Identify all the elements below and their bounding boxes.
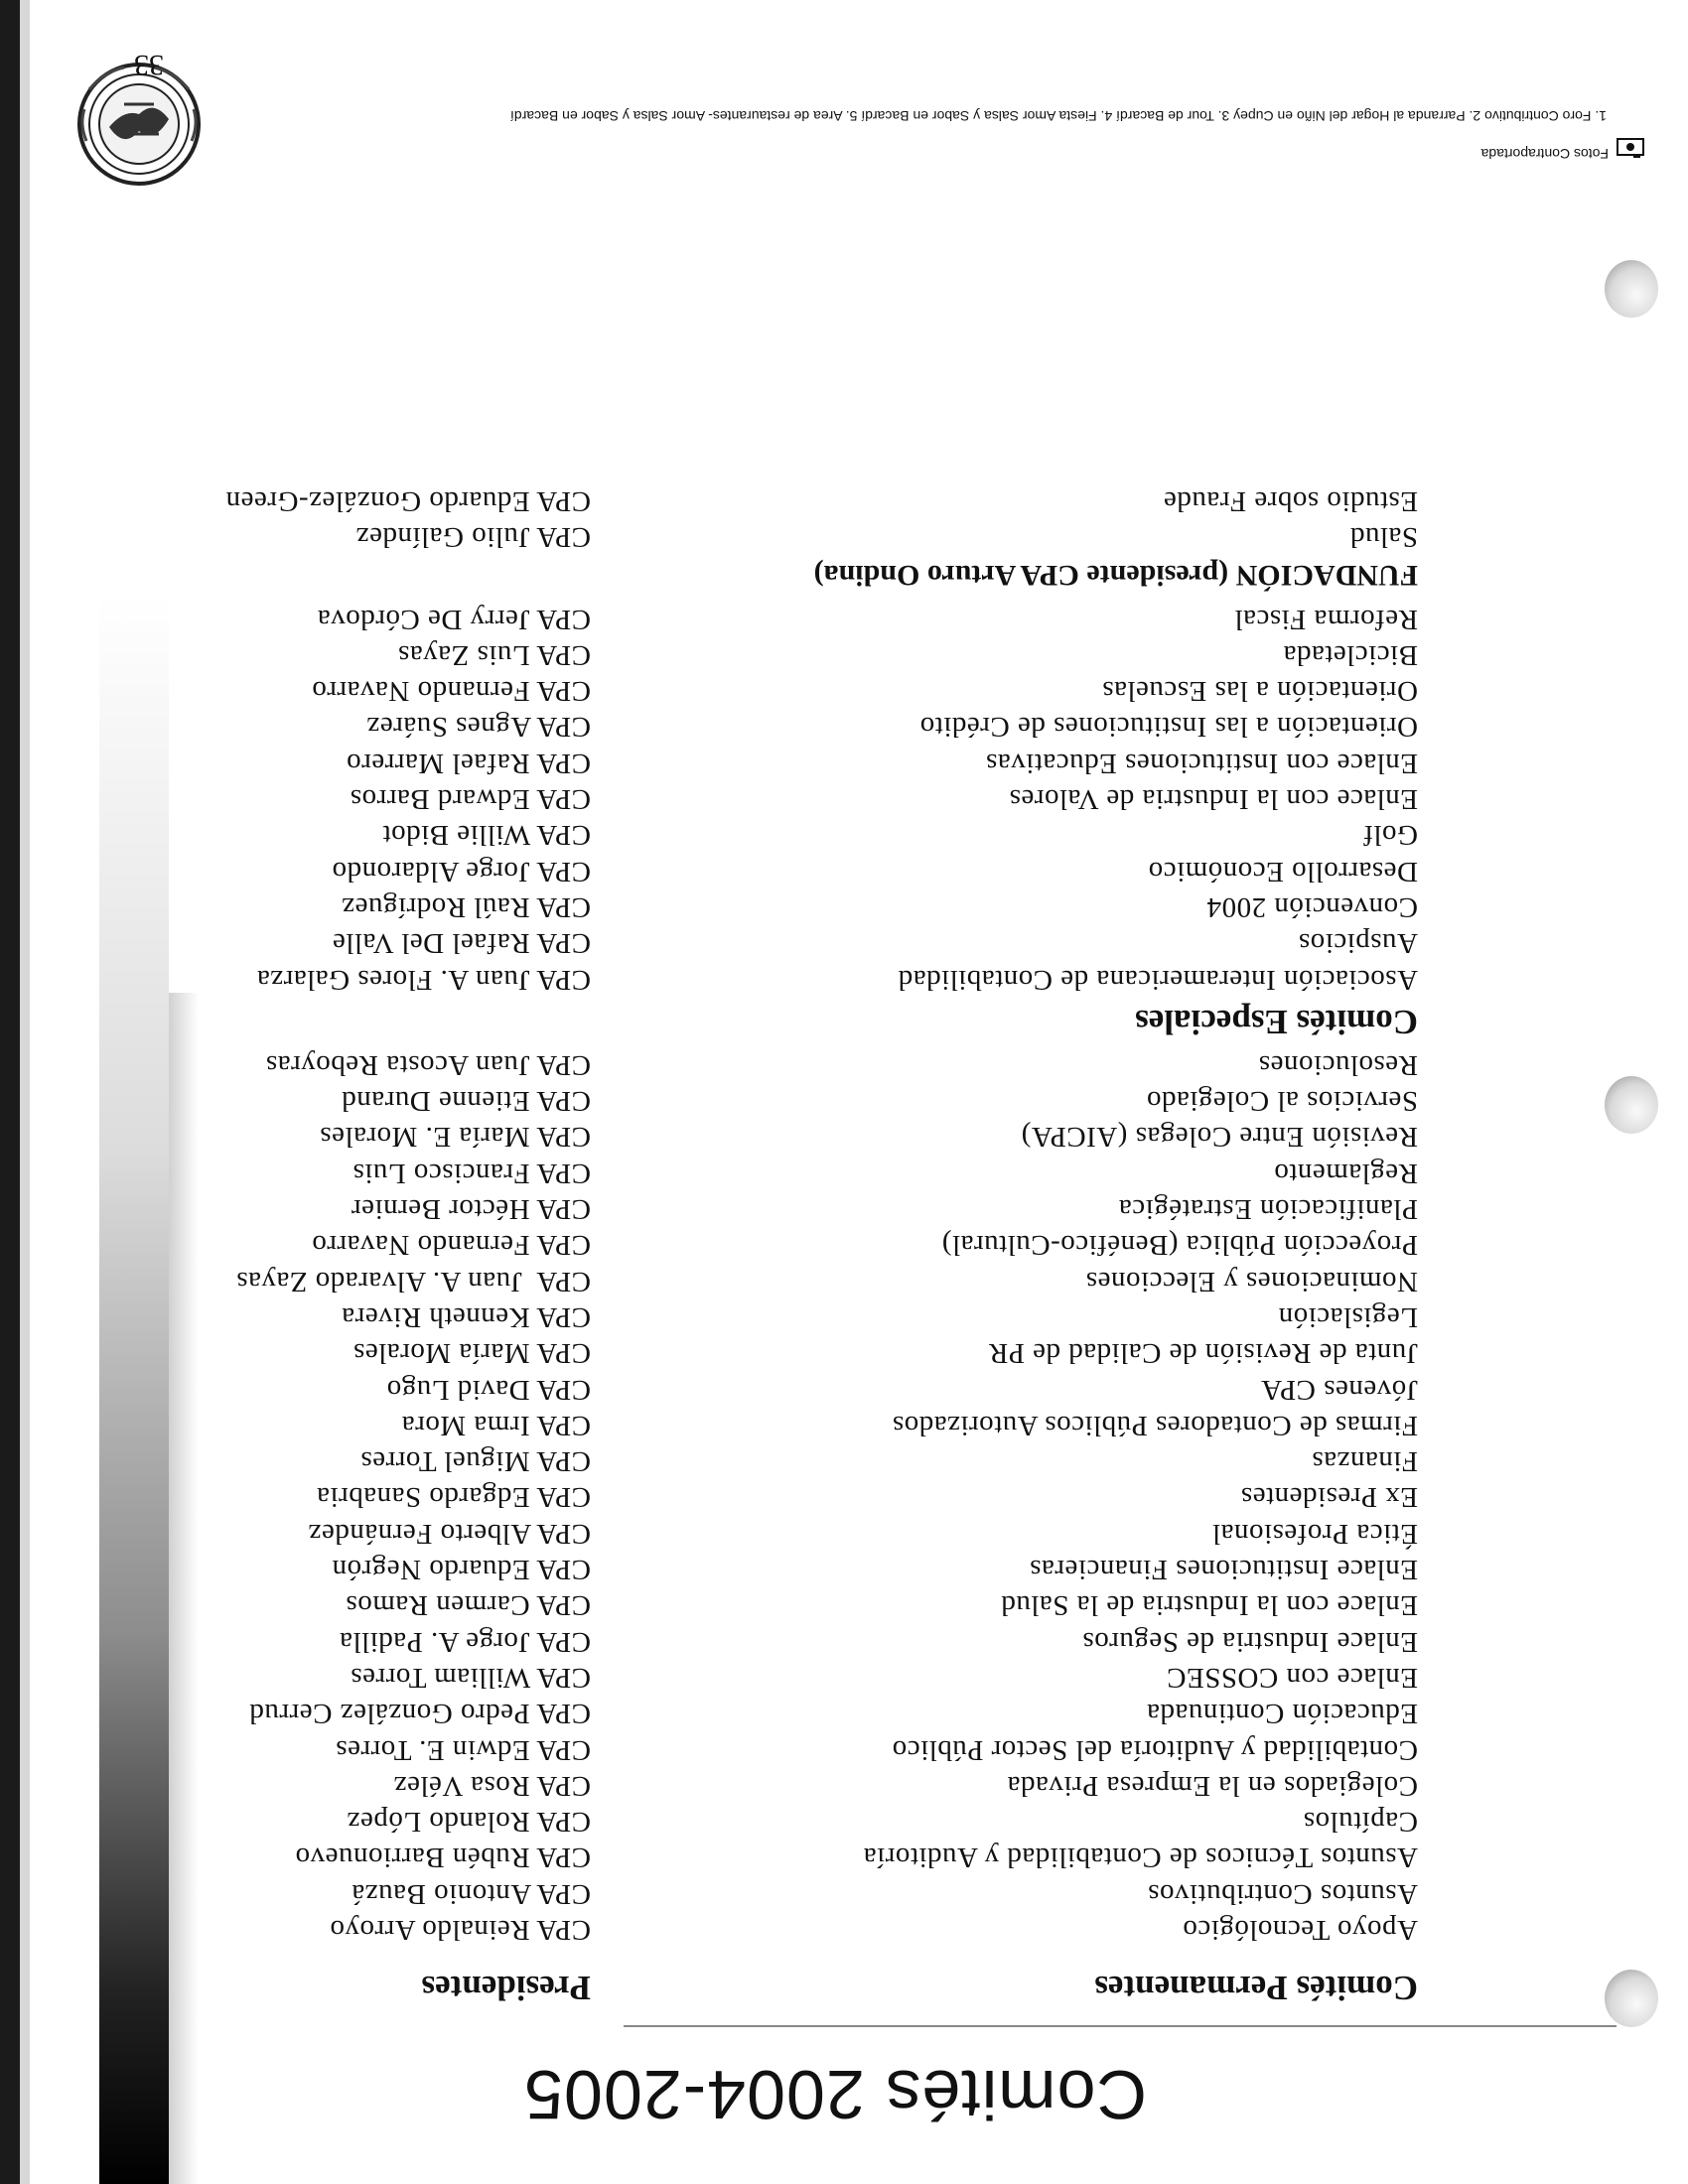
heading-comites-especiales: Comités Especiales — [1135, 1002, 1418, 1041]
committee-name: Reforma Fiscal — [1234, 603, 1418, 635]
title-rule — [624, 2025, 1617, 2027]
president-name: CPA David Lugo — [386, 1373, 591, 1406]
president-name: CPA Carmen Ramos — [345, 1589, 591, 1622]
heading-comites-permanentes: Comités Permanentes — [1094, 1969, 1418, 2007]
president-name: CPA William Torres — [350, 1661, 591, 1694]
president-column — [225, 483, 591, 1948]
committee-name: Estudio sobre Fraude — [1163, 485, 1418, 518]
committee-name: Asuntos Técnicos de Contabilidad y Auditoría — [863, 1842, 1418, 1874]
president-name: CPA Héctor Bernier — [351, 1193, 591, 1226]
committee-name: Servicios al Colegiado — [1146, 1085, 1418, 1118]
committee-name: Desarrollo Económico — [1148, 855, 1418, 887]
president-name: CPA Eduardo González-Green — [225, 485, 591, 518]
president-name: CPA Juan Acosta Reboyras — [265, 1048, 591, 1081]
section-spacer — [225, 998, 591, 1047]
section-spacer — [225, 555, 591, 601]
committee-name: Auspicios — [1298, 927, 1418, 960]
committee-name: Salud — [1349, 521, 1418, 554]
president-name: CPA Juan A. Flores Galarza — [256, 963, 591, 996]
president-name: CPA Francisco Luis — [352, 1157, 591, 1189]
president-name: CPA Irma Mora — [401, 1409, 591, 1441]
president-name: CPA Julio Galíndez — [355, 521, 591, 554]
committee-name: Convención 2004 — [1206, 890, 1418, 923]
president-name: CPA Rafael Del Valle — [332, 927, 591, 960]
committee-name: Capítulos — [1303, 1806, 1418, 1839]
committee-name: Bicicletada — [1283, 638, 1418, 671]
committee-name: Jóvenes CPA — [1260, 1373, 1418, 1406]
committee-name: Golf — [1362, 819, 1418, 852]
committee-name: Resoluciones — [1258, 1048, 1418, 1081]
committee-name: Legislación — [1278, 1300, 1418, 1333]
president-name: CPA Antonio Bauzá — [351, 1877, 591, 1910]
committee-name: Planificación Estratégica — [1118, 1193, 1418, 1226]
committee-name: Orientación a las Escuelas — [1101, 675, 1418, 708]
president-name: CPA María E. Morales — [319, 1121, 591, 1154]
president-name: CPA Jorge Aldarondo — [332, 855, 591, 887]
committee-name: Apoyo Tecnológico — [1182, 1914, 1418, 1946]
president-name: CPA Kenneth Rivera — [341, 1300, 591, 1333]
committee-name: Orientación a las Instituciones de Crédito — [919, 711, 1418, 744]
president-name: CPA Pedro González Cerrud — [248, 1698, 591, 1730]
president-name: CPA Miguel Torres — [359, 1445, 591, 1478]
president-name: CPA Juan A. Alvarado Zayas — [235, 1265, 591, 1297]
caption-text: 1. Foro Contributivo 2. Parranda al Hogar del Niño en Cupey 3. Tour de Bacardí 4. Fiesta Amor Salsa y Sabor en Bacardí 5. Area de restaurantes- Amor Salsa y Sabor en Bacardí — [509, 108, 1607, 124]
president-name: CPA Alberto Fernández — [308, 1517, 591, 1550]
president-name: CPA Edwin E. Torres — [335, 1733, 591, 1766]
committee-column — [814, 483, 1418, 1948]
committee-name: Nominaciones y Elecciones — [1085, 1265, 1418, 1297]
committee-name: Asociación Interamericana de Contabilidad — [898, 963, 1418, 996]
president-name: CPA Edgardo Sanabria — [316, 1481, 591, 1514]
president-name: CPA Rosa Vélez — [393, 1769, 591, 1802]
president-name: CPA Edward Barros — [350, 783, 591, 816]
committee-name: Contabilidad y Auditoría del Sector Público — [892, 1733, 1418, 1766]
committee-name: Junta de Revisión de Calidad de PR — [988, 1337, 1418, 1370]
punch-hole — [1605, 260, 1658, 318]
president-name: CPA Willie Bidot — [382, 819, 591, 852]
committee-name: Enlace con la Industria de la Salud — [1000, 1589, 1418, 1622]
heading-presidentes: Presidentes — [421, 1969, 591, 2007]
committee-name: Asuntos Contributivos — [1147, 1877, 1418, 1910]
president-name: CPA Reinaldo Arroyo — [329, 1914, 591, 1946]
committee-name: Proyección Pública (Benéfico-Cultural) — [941, 1229, 1418, 1262]
president-name: CPA Agnes Suárez — [365, 711, 591, 744]
committee-name: Colegiados en la Empresa Privada — [1007, 1769, 1418, 1802]
president-name: CPA Luis Zayas — [397, 638, 591, 671]
president-name: CPA Fernando Navarro — [311, 1229, 591, 1262]
page-title: Comités 2004-2005 — [523, 2056, 1147, 2133]
president-name: CPA Rubén Barrionuevo — [295, 1842, 591, 1874]
president-name: CPA Etienne Durand — [341, 1085, 591, 1118]
committee-name: Enlace con Instituciones Educativas — [985, 747, 1418, 779]
committee-name: Ex Presidentes — [1240, 1481, 1418, 1514]
committee-name: Enlace con la Industria de Valores — [1009, 783, 1418, 816]
committee-name: Enlace Industria de Seguros — [1081, 1625, 1418, 1658]
camera-icon — [1617, 138, 1644, 158]
committee-name: Enlace Instituciones Financieras — [1029, 1554, 1418, 1586]
president-name: CPA Raúl Rodríguez — [341, 890, 591, 923]
president-name: CPA Eduardo Negrón — [332, 1554, 591, 1586]
committee-name: Educación Continuada — [1146, 1698, 1418, 1730]
committee-name: Firmas de Contadores Públicos Autorizados — [892, 1409, 1418, 1441]
punch-hole — [1605, 1076, 1658, 1134]
punch-hole — [1605, 1970, 1658, 2027]
president-name: CPA Rafael Marrero — [346, 747, 591, 779]
caption-title: Fotos Contraportada — [1480, 146, 1609, 162]
committee-name: Finanzas — [1311, 1445, 1418, 1478]
president-name: CPA Rolando López — [347, 1806, 591, 1839]
heading-fundacion: FUNDACIÓN (presidente CPA Arturo Ondina) — [813, 559, 1418, 593]
president-name: CPA Fernando Navarro — [311, 675, 591, 708]
president-name: CPA Jorge A. Padilla — [339, 1625, 591, 1658]
president-name: CPA Jerry De Córdova — [317, 603, 591, 635]
page-number: 33 — [134, 49, 164, 81]
committee-name: Enlace con COSSEC — [1166, 1661, 1418, 1694]
president-name: CPA María Morales — [352, 1337, 591, 1370]
committee-name: Ética Profesional — [1211, 1517, 1418, 1550]
committee-name: Reglamento — [1273, 1157, 1418, 1189]
committee-name: Revisión Entre Colegas (AICPA) — [1021, 1121, 1418, 1154]
